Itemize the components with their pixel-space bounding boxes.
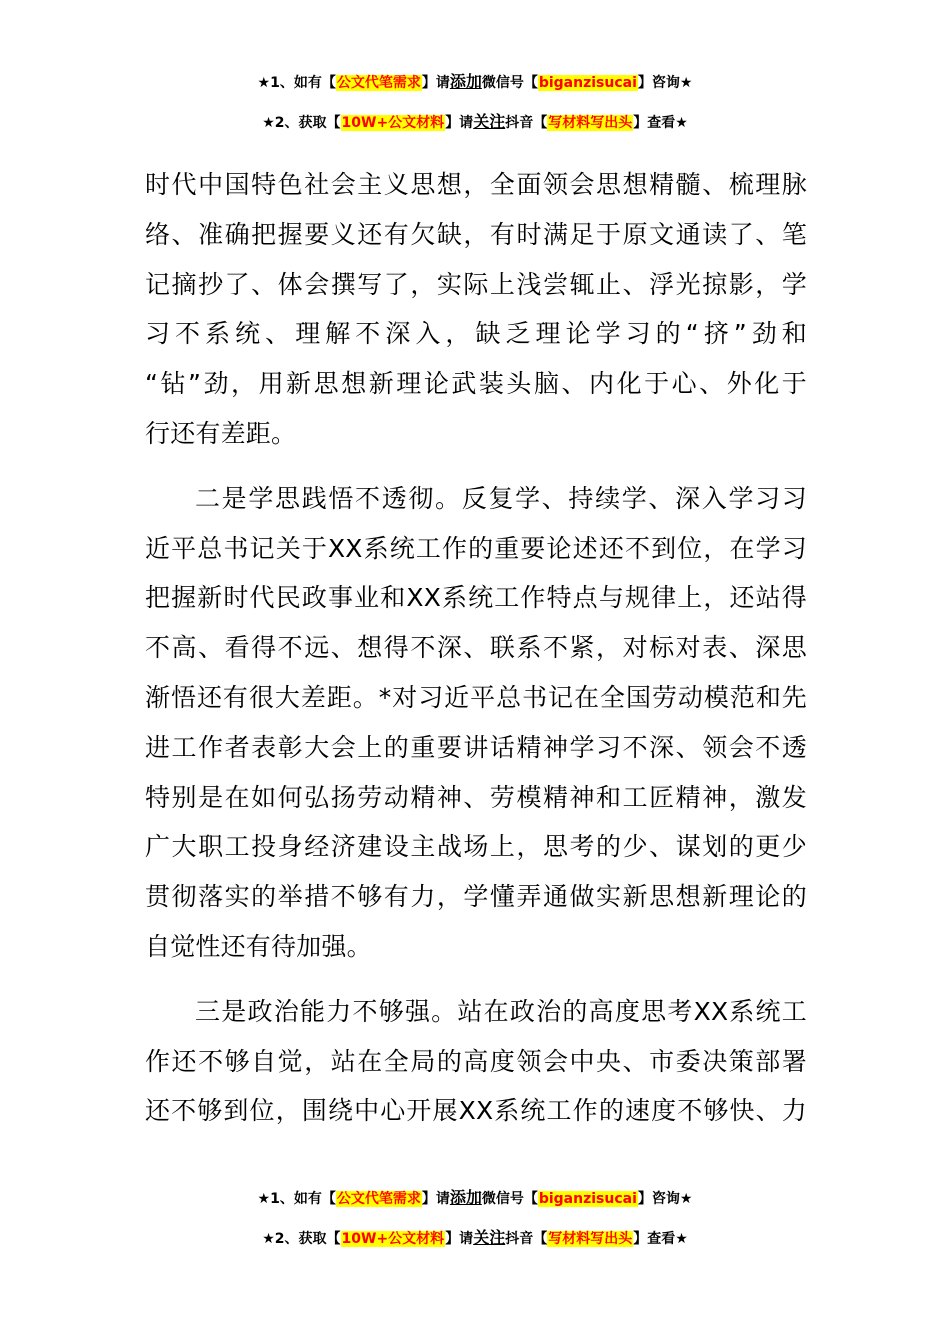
footer-line1-mid-2: 微信号【 [481, 1191, 538, 1207]
document-body [145, 160, 807, 1136]
footer-line1-tail: 】咨询★ [637, 1191, 693, 1207]
footer-line1-emphasis: 添加 [449, 1188, 482, 1207]
footer-line1-highlight-2: biganzisucai [538, 1191, 637, 1207]
header-line2-mid-1: 】请 [445, 115, 474, 131]
text-line: 络、准确把握要义还有欠缺，有时满足于原文通读了、笔 [145, 219, 807, 249]
header-line1-highlight-1: 公文代笔需求 [336, 75, 421, 91]
text-line: 近平总书记关于XX系统工作的重要论述还不到位，在学习 [145, 533, 807, 563]
footer-line2-emphasis: 关注 [473, 1228, 506, 1247]
text-line: 作还不够自觉，站在全局的高度领会中央、市委决策部署 [145, 1046, 807, 1076]
paragraph-1 [145, 160, 807, 459]
text-line: 行还有差距。 [145, 418, 297, 448]
header-line1-mid-1: 】请 [421, 75, 450, 91]
header-line2-emphasis: 关注 [473, 112, 506, 131]
footer-line1-highlight-1: 公文代笔需求 [336, 1191, 421, 1207]
footer-line1-mid-1: 】请 [421, 1191, 450, 1207]
header-line2-mid-2: 抖音【 [505, 115, 548, 131]
text-line: 渐悟还有很大差距。*对习近平总书记在全国劳动模范和先 [145, 682, 807, 712]
header-line1-lead: ★1、如有【 [257, 75, 336, 91]
text-line: 还不够到位，围绕中心开展XX系统工作的速度不够快、力 [145, 1096, 807, 1126]
text-line: 三是政治能力不够强。站在政治的高度思考XX系统工 [195, 996, 807, 1026]
text-line: 进工作者表彰大会上的重要讲话精神学习不深、领会不透 [145, 732, 807, 762]
footer-line2-highlight-1: 10W+公文材料 [341, 1231, 445, 1247]
text-line: “钻”劲，用新思想新理论武装头脑、内化于心、外化于 [145, 369, 807, 399]
footer-line2-lead: ★2、获取【 [262, 1231, 341, 1247]
text-line: 特别是在如何弘扬劳动精神、劳模精神和工匠精神，激发 [145, 782, 807, 812]
text-line: 自觉性还有待加强。 [145, 931, 372, 961]
header-line2-highlight-2: 写材料写出头 [548, 115, 633, 131]
footer-banner-line-1 [0, 1188, 950, 1209]
text-line: 记摘抄了、体会撰写了，实际上浅尝辄止、浮光掠影，学 [145, 269, 807, 299]
header-banner-line-2 [0, 112, 950, 133]
header-line1-mid-2: 微信号【 [481, 75, 538, 91]
text-line: 把握新时代民政事业和XX系统工作特点与规律上，还站得 [145, 583, 807, 613]
text-line: 贯彻落实的举措不够有力，学懂弄通做实新思想新理论的 [145, 882, 807, 912]
header-line2-tail: 】查看★ [633, 115, 688, 131]
header-line2-highlight-1: 10W+公文材料 [341, 115, 445, 131]
footer-banner-line-2 [0, 1228, 950, 1249]
header-line1-tail: 】咨询★ [637, 75, 693, 91]
header-line1-highlight-2: biganzisucai [538, 75, 637, 91]
text-line: 广大职工投身经济建设主战场上，思考的少、谋划的更少 [145, 832, 807, 862]
footer-line2-highlight-2: 写材料写出头 [548, 1231, 633, 1247]
text-line: 不高、看得不远、想得不深、联系不紧，对标对表、深思 [145, 633, 807, 663]
text-line: 习不系统、理解不深入，缺乏理论学习的“挤”劲和 [145, 319, 807, 349]
paragraph-3 [145, 987, 807, 1136]
text-line: 时代中国特色社会主义思想，全面领会思想精髓、梳理脉 [145, 170, 807, 199]
header-line1-emphasis: 添加 [449, 72, 482, 91]
footer-line2-mid-1: 】请 [445, 1231, 474, 1247]
header-line2-lead: ★2、获取【 [262, 115, 341, 131]
footer-line2-mid-2: 抖音【 [505, 1231, 548, 1247]
footer-line2-tail: 】查看★ [633, 1231, 688, 1247]
footer-line1-lead: ★1、如有【 [257, 1191, 336, 1207]
header-banner-line-1 [0, 72, 950, 93]
text-line: 二是学思践悟不透彻。反复学、持续学、深入学习习 [195, 483, 807, 513]
paragraph-2 [145, 474, 807, 972]
